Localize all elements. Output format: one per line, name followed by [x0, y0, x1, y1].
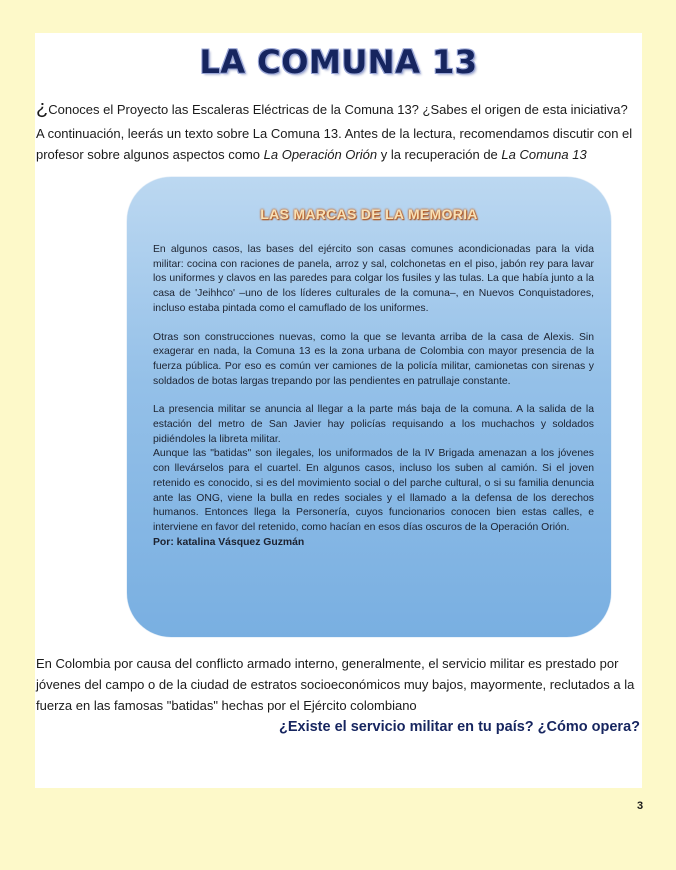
intro-paragraph [36, 123, 642, 165]
panel-paragraph: En algunos casos, las bases del ejército son casas comunes acondicionadas para la vida militar: cocina con raciones de panela, arroz y sal, colchonetas en el piso, jabón rey para lavar los uniformes y clavos en las paredes para colgar los fusiles y las tulas. La que había junto a la casa de 'Jeihhco' –uno de los líderes culturales de la comuna–, en Nuevos Conquistadores, incluso estaba pintada como el camuflado de los uniformes. [153, 244, 594, 314]
panel-paragraph: La presencia militar se anuncia al llegar a la parte más baja de la comuna. A la salida de la estación del metro de San Javier hay policías requisando a los muchachos y soldados pidiéndoles la libreta militar. [153, 404, 594, 445]
intro-italic-operacion: La Operación Orión [263, 147, 378, 162]
intro-question-mark: ¿ [36, 97, 49, 119]
document-page [35, 33, 642, 788]
panel-body [153, 243, 594, 564]
panel-paragraph: Otras son construcciones nuevas, como la que se levanta arriba de la casa de Alexis. Sin exagerar en nada, la Comuna 13 es la zona urbana de Colombia con mayor presencia de la fuerza pública. Por eso es común ver camiones de la policía militar, camionetas con sirenas y soldados de botas largas trepando por las pendientes en patrullaje constante. [153, 331, 594, 387]
intro-italic-comuna: La Comuna 13 [501, 147, 587, 162]
page-title: LA COMUNA 13 [199, 43, 478, 81]
final-question: ¿Existe el servicio militar en tu país? ¿Cómo opera? [279, 719, 640, 735]
page-number: 3 [637, 800, 644, 812]
intro-text-part-b: y la recuperación de [377, 147, 502, 162]
intro-question-text: Conoces el Proyecto las Escaleras Eléctricas de la Comuna 13? ¿Sabes el origen de esta iniciativa? [48, 102, 628, 117]
intro-text-part-a: A continuación, leerás un texto sobre La Comuna 13. Antes de la lectura, recomendamos discutir con el profesor sobre algunos aspectos como [36, 126, 633, 162]
outro-paragraph: En Colombia por causa del conflicto armado interno, generalmente, el servicio militar es prestado por jóvenes del campo o de la ciudad de estratos socioeconómicos muy bajos, mayormente, reclutados a la fuerza en las famosas "batidas" hechas por el Ejército colombiano [36, 656, 635, 713]
panel-title: LAS MARCAS DE LA MEMORIA [260, 206, 478, 222]
panel-author: Por: katalina Vásquez Guzmán [153, 536, 305, 548]
panel-paragraph: Aunque las "batidas" son ilegales, los uniformados de la IV Brigada amenazan a los jóvenes con llevárselos para el cuartel. En algunos casos, incluso los suben al camión. Si el joven retenido es conocido, si es del movimiento social o del parche cultural, o si su familia denuncia ante las ONG, viene la bulla en redes sociales y el llamado a la defensa de los derechos humanos. Entonces llega la Personería, cuyos funcionarios conocen bien estas calles, e interviene en favor del retenido, como hacían en esos días oscuros de la Operación Orión. [153, 448, 594, 533]
reading-panel [127, 177, 611, 637]
intro-question [36, 99, 642, 119]
